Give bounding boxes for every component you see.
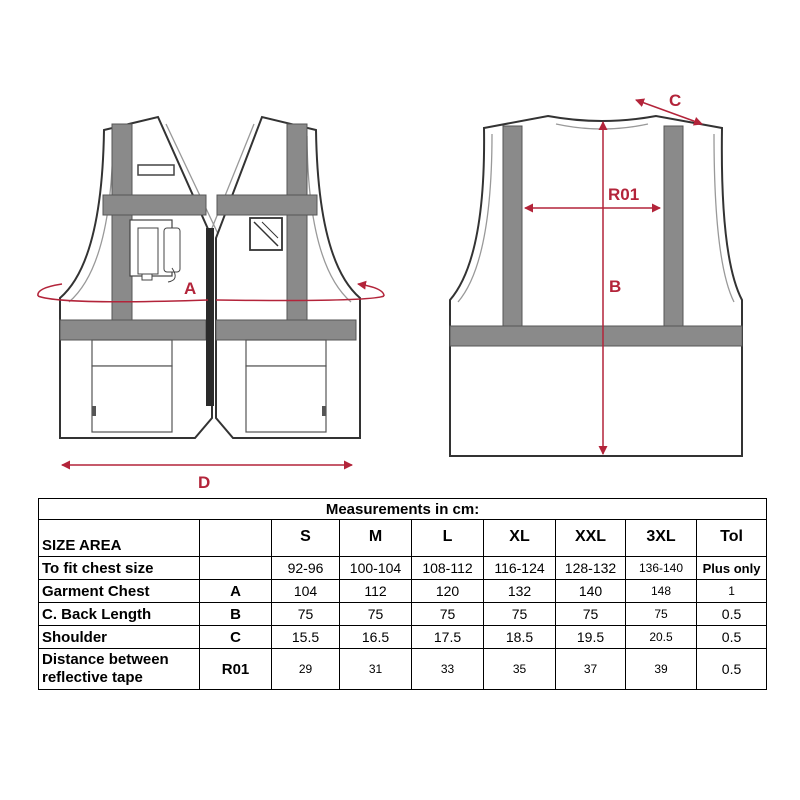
front-zipper	[206, 228, 214, 406]
table-cell: 0.5	[697, 649, 767, 690]
table-row	[39, 603, 767, 626]
front-left-lower-pocket	[92, 340, 172, 432]
table-cell: 33	[412, 649, 484, 690]
front-right-chest-yoke	[217, 195, 317, 215]
id-badge-holder	[250, 218, 282, 250]
back-vest	[450, 116, 742, 456]
table-row	[39, 626, 767, 649]
table-cell: 148	[626, 580, 697, 603]
table-cell: 35	[484, 649, 556, 690]
front-right-waist-tape	[216, 320, 356, 340]
table-cell: 1	[697, 580, 767, 603]
row-code	[200, 557, 272, 580]
size-header: S	[272, 520, 340, 557]
table-row	[39, 580, 767, 603]
table-cell: 20.5	[626, 626, 697, 649]
code-header	[200, 520, 272, 557]
front-left-chest-yoke	[103, 195, 206, 215]
row-label: C. Back Length	[39, 603, 200, 626]
size-header-row	[39, 520, 767, 557]
table-cell: 29	[272, 649, 340, 690]
row-code: C	[200, 626, 272, 649]
table-cell: 136-140	[626, 557, 697, 580]
table-cell: 0.5	[697, 603, 767, 626]
table-cell: 100-104	[340, 557, 412, 580]
table-title: Measurements in cm:	[39, 499, 767, 520]
measurement-table	[38, 498, 767, 690]
table-cell: 112	[340, 580, 412, 603]
table-cell: 16.5	[340, 626, 412, 649]
table-cell: 104	[272, 580, 340, 603]
size-header: L	[412, 520, 484, 557]
table-cell: 75	[484, 603, 556, 626]
table-cell: 120	[412, 580, 484, 603]
row-label: Shoulder	[39, 626, 200, 649]
dimension-d-label: D	[198, 473, 211, 492]
front-left-waist-tape	[60, 320, 206, 340]
table-cell: 140	[556, 580, 626, 603]
size-area-label: SIZE AREA	[39, 520, 200, 557]
utility-pocket	[130, 220, 180, 282]
table-title-row	[39, 499, 767, 520]
table-cell: 31	[340, 649, 412, 690]
row-label: Garment Chest	[39, 580, 200, 603]
dimension-d	[62, 465, 352, 492]
table-cell: 92-96	[272, 557, 340, 580]
table-cell: 75	[556, 603, 626, 626]
front-right-lower-pocket	[246, 340, 326, 432]
table-cell: 108-112	[412, 557, 484, 580]
row-code: R01	[200, 649, 272, 690]
table-cell: 75	[626, 603, 697, 626]
table-row	[39, 649, 767, 690]
dimension-a-label: A	[184, 279, 197, 298]
name-tag-slot	[138, 165, 174, 175]
row-label: To fit chest size	[39, 557, 200, 580]
row-code: B	[200, 603, 272, 626]
table-cell: 128-132	[556, 557, 626, 580]
size-header: XL	[484, 520, 556, 557]
table-cell: 0.5	[697, 626, 767, 649]
front-right-vertical-tape	[287, 124, 307, 320]
front-left-vertical-tape	[112, 124, 132, 320]
table-cell: 75	[272, 603, 340, 626]
size-header: M	[340, 520, 412, 557]
back-waist-tape	[450, 326, 742, 346]
back-left-vertical-tape	[503, 126, 522, 326]
table-cell: 39	[626, 649, 697, 690]
table-cell: 116-124	[484, 557, 556, 580]
table-cell: 37	[556, 649, 626, 690]
dimension-c-label: C	[669, 91, 682, 110]
table-row	[39, 557, 767, 580]
size-header: XXL	[556, 520, 626, 557]
dimension-b-label: B	[609, 277, 622, 296]
table-cell: 17.5	[412, 626, 484, 649]
size-header: 3XL	[626, 520, 697, 557]
table-cell: 75	[412, 603, 484, 626]
front-vest	[60, 117, 360, 438]
back-panel	[450, 116, 742, 456]
tolerance-header: Tol	[697, 520, 767, 557]
dimension-r01-label: R01	[608, 185, 640, 204]
table-cell: 75	[340, 603, 412, 626]
table-cell: Plus only	[697, 557, 767, 580]
row-label: Distance between reflective tape	[39, 649, 200, 690]
table-cell: 132	[484, 580, 556, 603]
back-right-vertical-tape	[664, 126, 683, 326]
table-cell: 19.5	[556, 626, 626, 649]
table-cell: 15.5	[272, 626, 340, 649]
table-cell: 18.5	[484, 626, 556, 649]
row-code: A	[200, 580, 272, 603]
